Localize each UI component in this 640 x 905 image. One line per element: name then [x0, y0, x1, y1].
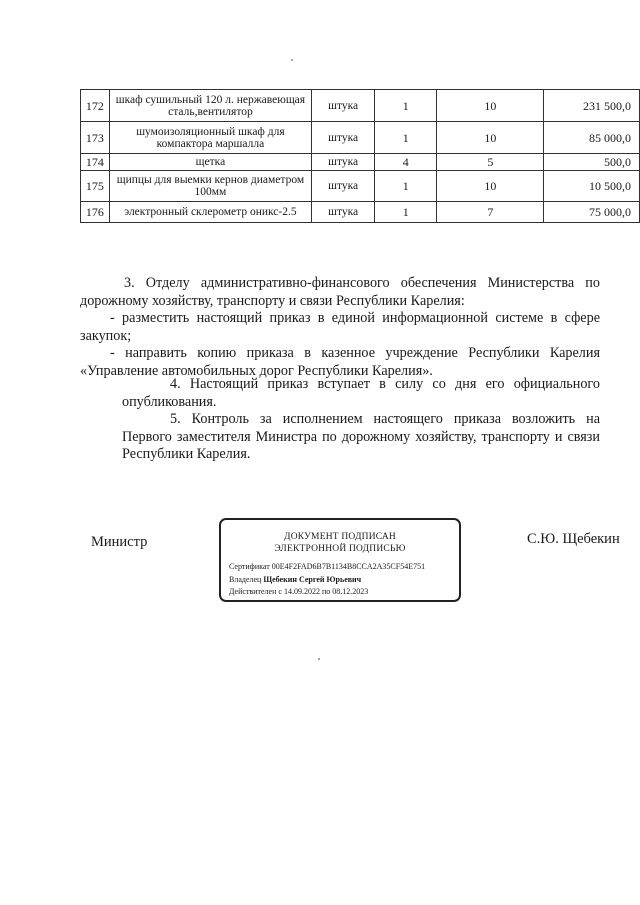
paragraph-5: 5. Контроль за исполнением настоящего приказа возложить на Первого заместителя Министра по дорожному хозяйству, транспорту и связи Республики Карелия. [122, 411, 600, 462]
item-name: щетка [109, 154, 311, 171]
row-number: 176 [81, 202, 110, 223]
stamp-owner [229, 575, 361, 584]
item-quantity: 4 [375, 154, 437, 171]
validity-from: 14.09.2022 [283, 587, 320, 596]
item-quantity: 1 [375, 122, 437, 154]
equipment-table [80, 89, 640, 223]
item-name: шкаф сушильный 120 л. нержавеющая сталь,вентилятор [109, 90, 311, 122]
item-price: 85 000,0 [544, 122, 640, 154]
electronic-signature-stamp [219, 518, 461, 602]
item-price: 231 500,0 [544, 90, 640, 122]
paragraph-4: 4. Настоящий приказ вступает в силу со дня его официального опубликования. [122, 376, 600, 410]
item-price: 75 000,0 [544, 202, 640, 223]
item-unit: штука [312, 90, 375, 122]
validity-to: 08.12.2023 [332, 587, 369, 596]
item-unit: штука [312, 122, 375, 154]
item-price: 10 500,0 [544, 171, 640, 202]
item-quantity: 1 [375, 202, 437, 223]
stamp-validity [229, 587, 368, 596]
row-number: 174 [81, 154, 110, 171]
owner-value: Щебекин Сергей Юрьевич [263, 575, 362, 584]
item-service-years: 10 [437, 90, 544, 122]
item-unit: штука [312, 154, 375, 171]
scan-speck [318, 658, 320, 660]
item-unit: штука [312, 171, 375, 202]
stamp-title-line2: ЭЛЕКТРОННОЙ ПОДПИСЬЮ [274, 544, 406, 554]
item-unit: штука [312, 202, 375, 223]
validity-label: Действителен [229, 587, 277, 596]
paragraph-3-item-send-copy: - направить копию приказа в казенное учреждение Республики Карелия «Управление автомобильных дорог Республики Карелия». [80, 345, 600, 379]
item-service-years: 10 [437, 171, 544, 202]
item-quantity: 1 [375, 90, 437, 122]
item-name: шумоизоляционный шкаф для компактора маршалла [109, 122, 311, 154]
item-name: щипцы для выемки кернов диаметром 100мм [109, 171, 311, 202]
item-service-years: 7 [437, 202, 544, 223]
row-number: 172 [81, 90, 110, 122]
table-row [81, 122, 640, 154]
table-row [81, 171, 640, 202]
item-price: 500,0 [544, 154, 640, 171]
certificate-label: Сертификат [229, 562, 270, 571]
row-number: 175 [81, 171, 110, 202]
item-service-years: 10 [437, 122, 544, 154]
certificate-value: 00E4F2FAD6B7B1134B8CCA2A35CF54E751 [271, 562, 426, 571]
stamp-certificate [229, 562, 425, 571]
item-quantity: 1 [375, 171, 437, 202]
table-row [81, 90, 640, 122]
scan-speck [291, 59, 293, 61]
item-name: электронный склерометр оникс-2.5 [109, 202, 311, 223]
validity-from-prefix: с [278, 587, 282, 596]
signer-name: С.Ю. Щебекин [527, 531, 620, 547]
row-number: 173 [81, 122, 110, 154]
stamp-title-line1: ДОКУМЕНТ ПОДПИСАН [284, 532, 396, 542]
table-row [81, 154, 640, 171]
paragraph-3: 3. Отделу административно-финансового обеспечения Министерства по дорожному хозяйству, транспорту и связи Республики Карелия: [80, 275, 600, 309]
paragraph-3-item-publish: - разместить настоящий приказ в единой информационной системе в сфере закупок; [80, 310, 600, 344]
validity-to-prefix: по [321, 587, 331, 596]
table-row [81, 202, 640, 223]
signer-position: Министр [91, 534, 148, 550]
owner-label: Владелец [229, 575, 262, 584]
item-service-years: 5 [437, 154, 544, 171]
